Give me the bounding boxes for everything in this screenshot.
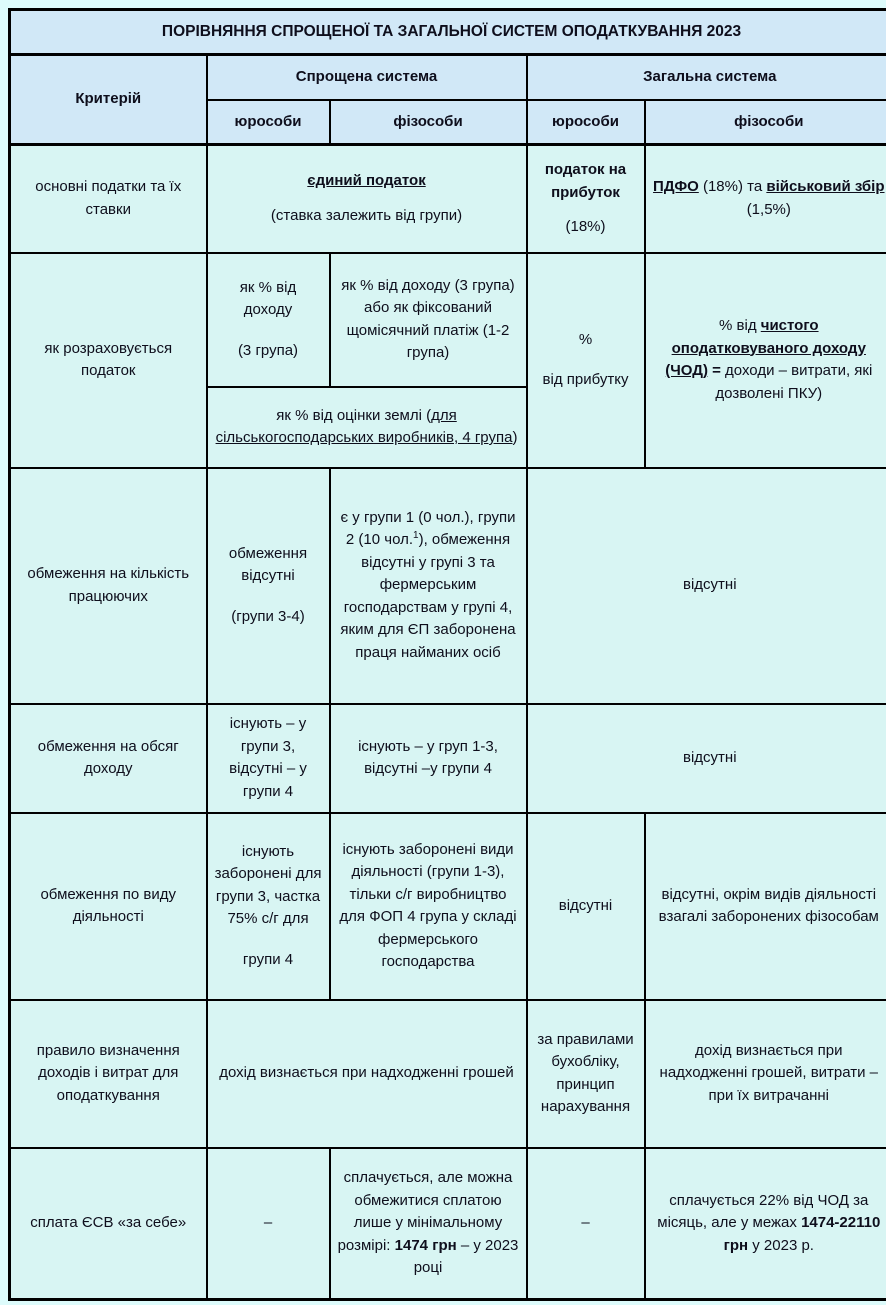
header-simplified-legal xyxy=(207,100,330,145)
row-income-limits-simplified-individual xyxy=(330,704,527,813)
row-activity-limits-simplified-legal xyxy=(207,813,330,1000)
employee-individual-part2: ), обмеження відсутні у групі 3 та фермерським господарствам у групі 4, яким для ЄП заборонена праця найманих осіб xyxy=(340,531,516,661)
footnote-marker: 1 xyxy=(413,530,419,542)
row-tax-calculation-general-legal xyxy=(527,253,645,468)
chod-equals: = xyxy=(707,362,726,379)
table-title xyxy=(10,10,886,55)
criterion-label: правило визначення доходів і витрат для оподаткування xyxy=(36,1041,180,1104)
row-employee-limits-simplified-legal xyxy=(207,468,330,704)
esv-general-legal-dash: – xyxy=(581,1214,590,1231)
rule-general-legal-text: за правилами бухобліку, принцип нарахування xyxy=(537,1030,634,1115)
header-simplified-individual-label: фізособи xyxy=(393,112,463,130)
row-tax-calculation-simplified-legal xyxy=(207,253,330,387)
land-underlined: для сільськогосподарських виробників, 4 група xyxy=(215,406,513,446)
chod-tail: доходи – витрати, які дозволені ПКУ) xyxy=(715,362,873,402)
activity-general-legal-text: відсутні xyxy=(558,896,613,914)
calc-general-legal-line2: від прибутку xyxy=(542,371,629,388)
header-criterion xyxy=(10,55,207,145)
header-general-label: Загальна система xyxy=(643,68,777,85)
row-employee-limits-simplified-individual xyxy=(330,468,527,704)
esv-individual-amount: 1474 грн xyxy=(394,1236,457,1254)
row-income-limits-general xyxy=(527,704,886,813)
row-activity-limits-simplified-individual xyxy=(330,813,527,1000)
row-activity-limits-general-legal xyxy=(527,813,645,1000)
row-income-expense-rule-criterion xyxy=(10,1000,207,1148)
calc-legal-line1: як % від доходу xyxy=(239,278,297,319)
employee-individual-part1: є у групи 1 (0 чол.), групи 2 (10 чол. xyxy=(340,508,516,549)
row-employee-limits-general xyxy=(527,468,886,704)
income-individual-text: існують – у груп 1-3, відсутні –у групи 4 xyxy=(358,737,498,777)
row-esv-payment-general-legal xyxy=(527,1148,645,1300)
row-main-taxes-general-individual xyxy=(645,145,886,253)
row-tax-calculation-land-assessment xyxy=(207,387,527,468)
row-income-expense-rule-general-individual xyxy=(645,1000,886,1148)
header-general-legal-label: юрособи xyxy=(552,112,619,130)
income-legal-text: існують – у групи 3, відсутні – у групи 4 xyxy=(229,715,307,800)
criterion-label: основні податки та їх ставки xyxy=(35,178,182,218)
rule-general-individual-text: дохід визнається при надходженні грошей, витрати – при їх витрачанні xyxy=(659,1041,879,1104)
row-esv-payment-criterion xyxy=(10,1148,207,1300)
row-activity-limits-criterion xyxy=(10,813,207,1000)
tax-comparison-table xyxy=(8,8,886,1301)
row-income-limits-criterion xyxy=(10,704,207,813)
header-simplified-legal-label: юрособи xyxy=(234,112,302,130)
esv-individual-prefix: сплачується, але можна обмежитися сплатою лише у мінімальному розмірі: xyxy=(337,1169,513,1254)
single-tax-note: (ставка залежить від групи) xyxy=(270,206,463,224)
employee-general-text: відсутні xyxy=(683,576,737,594)
row-income-expense-rule-general-legal xyxy=(527,1000,645,1148)
header-simplified-individual xyxy=(330,100,527,145)
header-criterion-label: Критерій xyxy=(75,90,142,108)
row-tax-calculation-criterion xyxy=(10,253,207,468)
calc-general-legal-line1: % xyxy=(578,330,593,348)
header-general-individual-label: фізособи xyxy=(734,112,804,130)
chod-label: чистого оподатковуваного доходу (ЧОД) xyxy=(665,317,866,379)
row-esv-payment-simplified-legal xyxy=(207,1148,330,1300)
employee-legal-line2: (групи 3-4) xyxy=(231,607,305,625)
header-simplified-label: Спрощена система xyxy=(295,68,438,85)
single-tax-label: єдиний податок xyxy=(307,172,426,190)
esv-legal-dash: – xyxy=(263,1214,273,1231)
header-simplified-system xyxy=(207,55,527,100)
military-tax-rate: (1,5%) xyxy=(746,200,791,218)
activity-legal-line1: існують заборонені для групи 3, частка 75% с/г для xyxy=(214,842,322,928)
criterion-label: обмеження на кількість працюючих xyxy=(27,565,190,605)
pdfo-mid-text: (18%) та xyxy=(698,178,767,196)
header-general-system xyxy=(527,55,886,100)
row-esv-payment-simplified-individual xyxy=(330,1148,527,1300)
criterion-label: обмеження на обсяг доходу xyxy=(37,737,179,777)
row-main-taxes-simplified xyxy=(207,145,527,253)
row-tax-calculation-simplified-individual xyxy=(330,253,527,387)
profit-tax-rate: (18%) xyxy=(565,218,606,235)
activity-individual-text: існують заборонені види діяльності (групи 1-3), тільки с/г виробництво для ФОП 4 група у складі фермерського господарства xyxy=(339,840,517,970)
pdfo-label: ПДФО xyxy=(653,178,699,196)
activity-general-individual-text: відсутні, окрім видів діяльності взагалі заборонених фізособам xyxy=(658,885,879,925)
row-employee-limits-criterion xyxy=(10,468,207,704)
row-esv-payment-general-individual xyxy=(645,1148,886,1300)
land-prefix: як % від оцінки землі ( xyxy=(276,406,432,424)
row-income-limits-simplified-legal xyxy=(207,704,330,813)
rule-simplified-text: дохід визнається при надходженні грошей xyxy=(219,1064,514,1082)
row-main-taxes-general-legal xyxy=(527,145,645,253)
calc-legal-line2: (3 група) xyxy=(237,341,299,359)
esv-general-prefix: сплачується 22% від ЧОД за місяць, але у межах xyxy=(657,1191,869,1231)
esv-individual-suffix: – у 2023 році xyxy=(413,1236,519,1276)
esv-general-amount: 1474-22110 грн xyxy=(723,1214,881,1254)
chod-prefix: % від xyxy=(719,317,761,334)
criterion-label: як розраховується податок xyxy=(44,339,173,379)
military-tax-label: військовий збір xyxy=(766,178,885,196)
header-general-individual xyxy=(645,100,886,145)
criterion-label: обмеження по виду діяльності xyxy=(40,885,177,925)
row-activity-limits-general-individual xyxy=(645,813,886,1000)
esv-general-suffix: у 2023 р. xyxy=(748,1236,814,1254)
employee-legal-line1: обмеження відсутні xyxy=(228,544,308,585)
profit-tax-label: податок на прибуток xyxy=(544,161,627,201)
income-general-text: відсутні xyxy=(683,748,737,766)
row-tax-calculation-general-individual xyxy=(645,253,886,468)
land-suffix: ) xyxy=(512,429,518,446)
row-main-taxes-criterion xyxy=(10,145,207,253)
activity-legal-line2: групи 4 xyxy=(242,950,294,968)
calc-individual-text: як % від доходу (3 група) або як фіксований щомісячний платіж (1-2 група) xyxy=(341,276,515,361)
row-income-expense-rule-simplified xyxy=(207,1000,527,1148)
header-general-legal xyxy=(527,100,645,145)
table-title-text: ПОРІВНЯННЯ СПРОЩЕНОЇ ТА ЗАГАЛЬНОЇ СИСТЕМ ОПОДАТКУВАННЯ 2023 xyxy=(161,23,742,41)
criterion-label: сплата ЄСВ «за себе» xyxy=(30,1214,187,1231)
